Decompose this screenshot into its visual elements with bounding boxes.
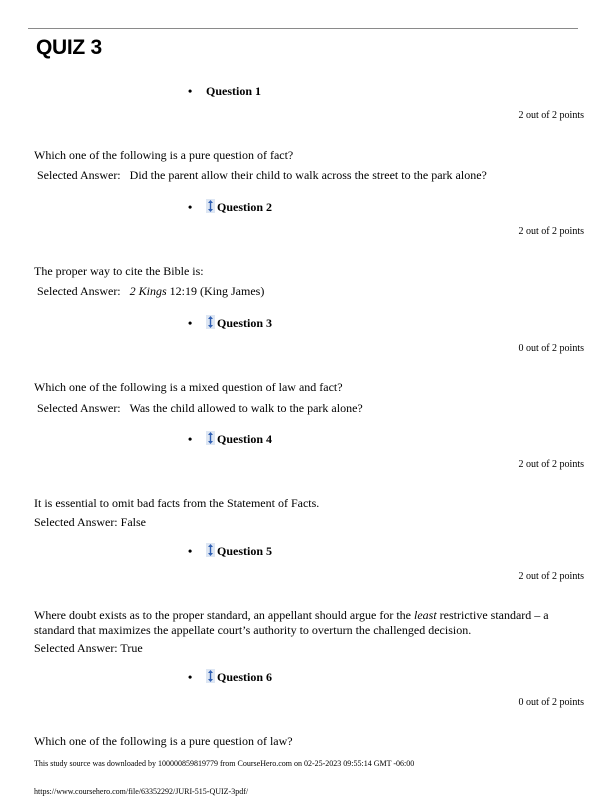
bullet: • xyxy=(188,432,193,446)
question-1-answer xyxy=(37,168,487,183)
source-url[interactable]: https://www.coursehero.com/file/63352292/JURI-515-QUIZ-3pdf/ xyxy=(34,787,249,796)
question-4-title: Question 4 xyxy=(217,432,273,446)
question-2-points: 2 out of 2 points xyxy=(518,226,584,237)
question-3-points: 0 out of 2 points xyxy=(518,343,584,354)
question-2-heading xyxy=(188,200,272,215)
bullet: • xyxy=(188,200,193,214)
sort-arrows-icon[interactable] xyxy=(206,431,215,445)
sort-arrows-icon[interactable] xyxy=(206,315,215,329)
bullet: • xyxy=(188,84,193,98)
question-4-points: 2 out of 2 points xyxy=(518,459,584,470)
question-3-answer-text: Was the child allowed to walk to the park alone? xyxy=(129,401,363,415)
study-source-notice: This study source was downloaded by 100000859819779 from CourseHero.com on 02-25-2023 09:55:14 GMT -06:00 xyxy=(34,759,415,768)
question-5-prompt-start: Where doubt exists as to the proper standard, an appellant should argue for the xyxy=(34,608,414,622)
selected-answer-label: Selected Answer: xyxy=(37,401,121,415)
question-3-answer xyxy=(37,401,363,416)
question-1-heading xyxy=(188,84,261,99)
question-6-heading xyxy=(188,670,272,685)
question-3-title: Question 3 xyxy=(217,316,273,330)
question-1-title: Question 1 xyxy=(206,84,262,98)
question-5-title: Question 5 xyxy=(217,544,273,558)
sort-arrows-icon[interactable] xyxy=(206,669,215,683)
question-5-prompt xyxy=(34,608,554,638)
bullet: • xyxy=(188,544,193,558)
sort-arrows-icon[interactable] xyxy=(206,543,215,557)
question-6-prompt: Which one of the following is a pure question of law? xyxy=(34,734,293,748)
question-4-prompt: It is essential to omit bad facts from the Statement of Facts. xyxy=(34,496,320,510)
question-5-answer: Selected Answer: True xyxy=(34,641,143,655)
selected-answer-label: Selected Answer: xyxy=(37,168,121,182)
question-1-answer-text: Did the parent allow their child to walk across the street to the park alone? xyxy=(129,168,487,182)
selected-answer-label: Selected Answer: xyxy=(37,284,121,298)
question-1-prompt: Which one of the following is a pure question of fact? xyxy=(34,148,294,162)
page-title: QUIZ 3 xyxy=(36,36,102,59)
question-2-prompt: The proper way to cite the Bible is: xyxy=(34,264,204,278)
question-6-points: 0 out of 2 points xyxy=(518,697,584,708)
question-2-answer xyxy=(37,284,264,299)
question-4-answer: Selected Answer: False xyxy=(34,515,146,529)
question-5-prompt-emphasis: least xyxy=(414,608,437,622)
question-2-title: Question 2 xyxy=(217,200,273,214)
question-5-heading xyxy=(188,544,272,559)
question-5-points: 2 out of 2 points xyxy=(518,571,584,582)
question-2-answer-book: 2 Kings xyxy=(129,284,167,298)
question-3-prompt: Which one of the following is a mixed question of law and fact? xyxy=(34,380,343,394)
sort-arrows-icon[interactable] xyxy=(206,199,215,213)
question-2-answer-text: 12:19 (King James) xyxy=(166,284,265,298)
question-6-title: Question 6 xyxy=(217,670,273,684)
question-1-points: 2 out of 2 points xyxy=(518,110,584,121)
question-5-prompt-end: restrictive standard – a standard that maximizes the appellate court’s authority to overturn the challenged decision. xyxy=(34,608,549,637)
bullet: • xyxy=(188,316,193,330)
question-4-heading xyxy=(188,432,272,447)
bullet: • xyxy=(188,670,193,684)
header-divider xyxy=(28,28,578,29)
question-3-heading xyxy=(188,316,272,331)
